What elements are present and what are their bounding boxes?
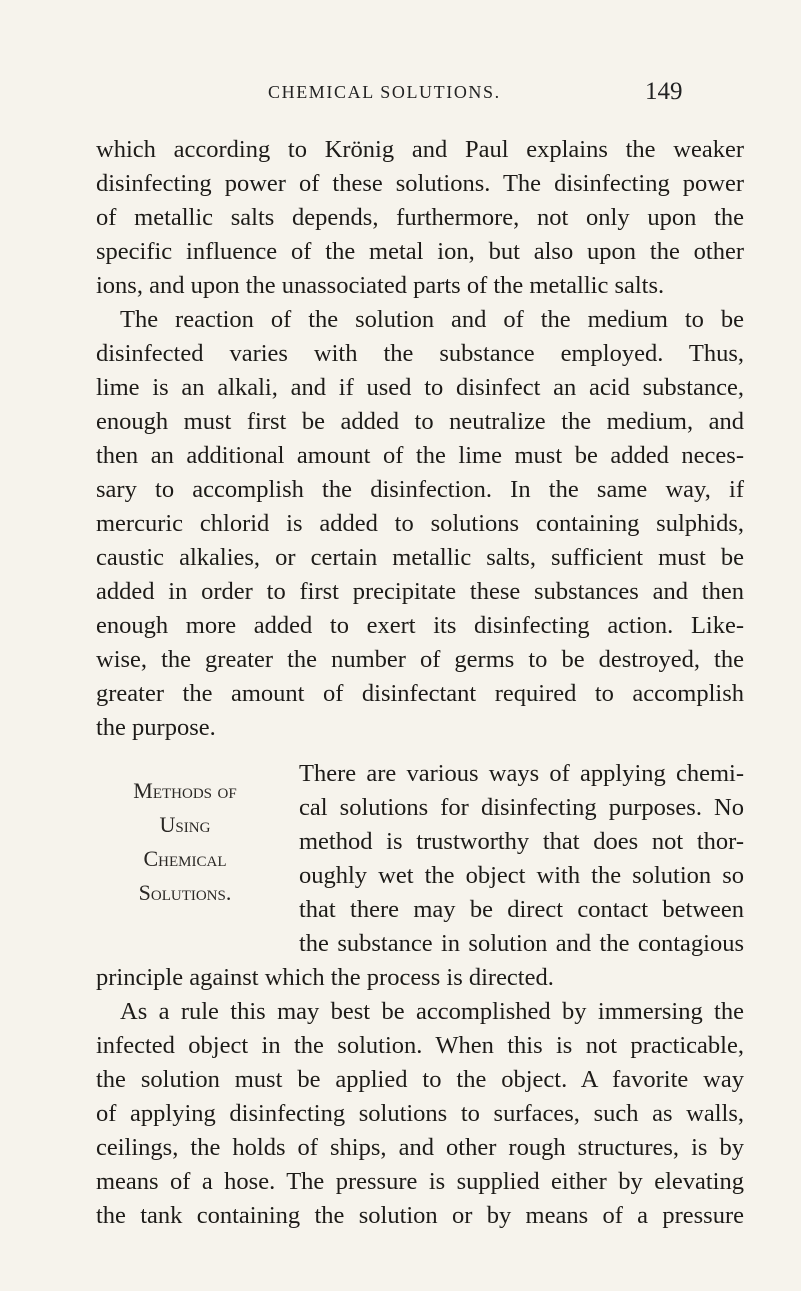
text-line: wise, the greater the number of germs to be destroyed, the: [96, 646, 744, 673]
text-line: There are various ways of applying chemi-: [299, 760, 744, 787]
text-line: oughly wet the object with the solution so: [299, 862, 744, 889]
page-number: 149: [645, 78, 683, 105]
text-line: of applying disinfecting solutions to surfaces, such as walls,: [96, 1100, 744, 1127]
text-line: disinfected varies with the substance employed. Thus,: [96, 340, 744, 367]
sidenote-line: Using: [159, 812, 211, 837]
text-line: enough more added to exert its disinfecting action. Like-: [96, 612, 744, 639]
page-header: [0, 78, 801, 108]
text-line: cal solutions for disinfecting purposes. No: [299, 794, 744, 821]
text-line: As a rule this may best be accomplished by immersing the: [120, 998, 744, 1025]
text-line: greater the amount of disinfectant required to accomplish: [96, 680, 744, 707]
text-line: lime is an alkali, and if used to disinfect an acid substance,: [96, 374, 744, 401]
sidenote-line: Solutions.: [138, 880, 232, 905]
text-line: disinfecting power of these solutions. The disinfecting power: [96, 170, 744, 197]
text-line: enough must first be added to neutralize the medium, and: [96, 408, 744, 435]
text-line: the solution must be applied to the object. A favorite way: [96, 1066, 744, 1093]
text-line: ceilings, the holds of ships, and other rough structures, is by: [96, 1134, 744, 1161]
text-line: The reaction of the solution and of the medium to be: [120, 306, 744, 333]
text-line: caustic alkalies, or certain metallic salts, sufficient must be: [96, 544, 744, 571]
text-line: which according to Krönig and Paul explains the weaker: [96, 136, 744, 163]
sidenote-line: Chemical: [143, 846, 227, 871]
text-line: the purpose.: [96, 714, 216, 741]
text-line: means of a hose. The pressure is supplied either by elevating: [96, 1168, 744, 1195]
text-line: specific influence of the metal ion, but also upon the other: [96, 238, 744, 265]
text-line: principle against which the process is directed.: [96, 964, 554, 991]
text-line: of metallic salts depends, furthermore, not only upon the: [96, 204, 744, 231]
text-line: mercuric chlorid is added to solutions containing sulphids,: [96, 510, 744, 537]
text-line: method is trustworthy that does not thor-: [299, 828, 744, 855]
text-line: ions, and upon the unassociated parts of the metallic salts.: [96, 272, 665, 299]
text-line: sary to accomplish the disinfection. In the same way, if: [96, 476, 744, 503]
text-line: added in order to first precipitate these substances and then: [96, 578, 744, 605]
text-line: that there may be direct contact between: [299, 896, 744, 923]
text-line: then an additional amount of the lime must be added neces-: [96, 442, 744, 469]
text-line: infected object in the solution. When this is not practicable,: [96, 1032, 744, 1059]
text-line: the tank containing the solution or by means of a pressure: [96, 1202, 744, 1229]
sidenote-line: Methods of: [133, 778, 237, 803]
running-head: CHEMICAL SOLUTIONS.: [268, 82, 501, 102]
text-line: the substance in solution and the contagious: [299, 930, 744, 957]
